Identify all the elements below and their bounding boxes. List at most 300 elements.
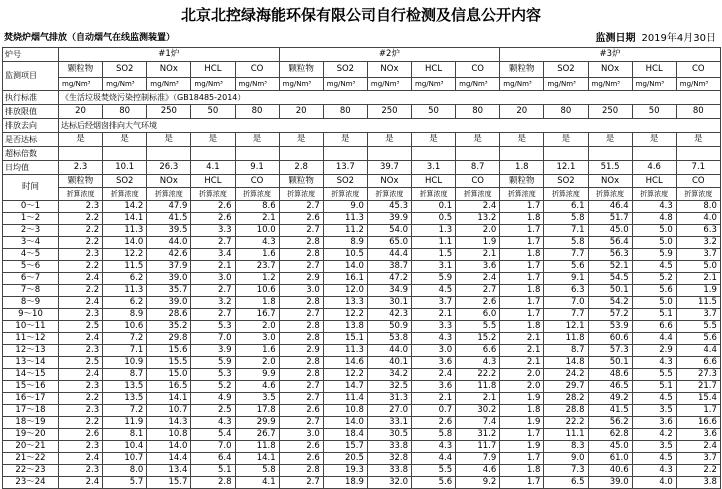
hour-time: 18～19 [3, 417, 59, 429]
hourly-value-hcl: 4.5 [632, 393, 676, 405]
hourly-value-nox: 53.9 [588, 321, 632, 333]
time-pollutant-nox: NOx [588, 175, 632, 188]
pollutant-header-hcl: HCL [412, 62, 456, 78]
hourly-value-so2: 6.1 [544, 201, 588, 213]
hourly-value-pm: 2.4 [59, 369, 103, 381]
unit-cell: mg/Nm³ [676, 78, 720, 91]
hourly-value-co: 30.2 [456, 405, 500, 417]
hourly-value-hcl: 5.6 [632, 285, 676, 297]
hourly-value-hcl: 5.9 [632, 249, 676, 261]
hourly-value-co: 23.7 [235, 261, 279, 273]
hourly-value-pm: 2.3 [59, 405, 103, 417]
hourly-value-co: 4.3 [456, 357, 500, 369]
hourly-value-so2: 7.3 [544, 465, 588, 477]
hourly-value-nox: 54.2 [588, 297, 632, 309]
hourly-value-nox: 39.0 [588, 477, 632, 489]
hourly-value-pm: 2.8 [279, 249, 323, 261]
hour-time: 9～10 [3, 309, 59, 321]
unit-cell: mg/Nm³ [588, 78, 632, 91]
hourly-value-so2: 8.1 [103, 429, 147, 441]
hourly-value-co: 11.7 [456, 441, 500, 453]
hourly-value-so2: 11.3 [323, 213, 367, 225]
compliance-value: 是 [588, 133, 632, 147]
hourly-value-co: 11.8 [235, 441, 279, 453]
limit-pm: 20 [279, 105, 323, 119]
hourly-value-co: 4.3 [235, 237, 279, 249]
hourly-value-so2: 29.7 [544, 381, 588, 393]
pollutant-header-pm: 颗粒物 [279, 62, 323, 78]
unit-cell: mg/Nm³ [456, 78, 500, 91]
hourly-value-so2: 11.4 [323, 393, 367, 405]
exceed-value [235, 147, 279, 161]
hourly-value-pm: 2.2 [59, 213, 103, 225]
hourly-value-so2: 14.6 [323, 357, 367, 369]
date-value: 2019年4月30日 [641, 33, 716, 44]
hourly-value-nox: 39.0 [147, 273, 191, 285]
hourly-value-hcl: 5.1 [632, 309, 676, 321]
hourly-value-so2: 14.0 [323, 417, 367, 429]
hourly-value-co: 3.6 [456, 261, 500, 273]
hourly-value-co: 4.6 [456, 465, 500, 477]
hourly-value-so2: 8.3 [544, 441, 588, 453]
hourly-value-so2: 5.8 [544, 237, 588, 249]
time-label: 时间 [3, 175, 59, 201]
hourly-value-so2: 9.0 [544, 453, 588, 465]
hourly-value-hcl: 3.6 [632, 417, 676, 429]
hourly-value-nox: 62.8 [588, 429, 632, 441]
daily-avg-co: 9.1 [235, 161, 279, 175]
hourly-value-pm: 2.3 [59, 441, 103, 453]
daily-avg-pm: 2.8 [279, 161, 323, 175]
hourly-value-nox: 51.7 [588, 213, 632, 225]
hourly-value-co: 1.9 [456, 237, 500, 249]
conversion-label: 折算浓度 [235, 188, 279, 201]
hourly-value-nox: 28.6 [147, 309, 191, 321]
exceed-value [147, 147, 191, 161]
hour-time: 5～6 [3, 261, 59, 273]
hourly-value-nox: 14.4 [147, 453, 191, 465]
hourly-value-nox: 46.4 [588, 201, 632, 213]
pollutant-header-nox: NOx [147, 62, 191, 78]
hourly-value-hcl: 2.1 [191, 261, 235, 273]
hourly-value-nox: 13.4 [147, 465, 191, 477]
hourly-value-hcl: 3.1 [412, 261, 456, 273]
hour-time: 7～8 [3, 285, 59, 297]
hourly-value-nox: 39.5 [147, 225, 191, 237]
hourly-value-hcl: 6.4 [191, 453, 235, 465]
hourly-value-co: 11.8 [456, 381, 500, 393]
hourly-value-so2: 7.1 [103, 345, 147, 357]
time-pollutant-hcl: HCL [191, 175, 235, 188]
hourly-value-nox: 50.1 [588, 285, 632, 297]
compliance-value: 是 [544, 133, 588, 147]
limit-nox: 250 [367, 105, 411, 119]
daily-avg-co: 7.1 [676, 161, 720, 175]
exceed-value [191, 147, 235, 161]
exceed-value [500, 147, 544, 161]
hourly-value-so2: 14.8 [544, 357, 588, 369]
limit-pm: 20 [500, 105, 544, 119]
hourly-value-pm: 2.3 [59, 345, 103, 357]
hourly-value-hcl: 3.2 [191, 297, 235, 309]
hourly-value-nox: 57.2 [588, 309, 632, 321]
daily-avg-hcl: 4.1 [191, 161, 235, 175]
hourly-value-hcl: 5.5 [632, 369, 676, 381]
daily-avg-co: 8.7 [456, 161, 500, 175]
hour-time: 10～11 [3, 321, 59, 333]
hour-time: 17～18 [3, 405, 59, 417]
hourly-value-hcl: 0.7 [412, 405, 456, 417]
hourly-value-so2: 6.3 [544, 285, 588, 297]
hourly-value-hcl: 4.9 [191, 393, 235, 405]
hourly-value-nox: 45.0 [588, 225, 632, 237]
hourly-value-co: 29.9 [235, 417, 279, 429]
hourly-value-pm: 1.8 [500, 213, 544, 225]
hourly-value-hcl: 4.3 [632, 201, 676, 213]
hourly-value-pm: 2.4 [59, 333, 103, 345]
monitoring-date [595, 29, 716, 44]
hourly-value-hcl: 3.6 [412, 357, 456, 369]
hourly-value-co: 4.1 [235, 477, 279, 489]
hourly-value-pm: 1.7 [500, 429, 544, 441]
hourly-value-co: 3.7 [676, 249, 720, 261]
hourly-value-hcl: 3.3 [412, 321, 456, 333]
unit-cell: mg/Nm³ [323, 78, 367, 91]
hourly-value-co: 3.7 [676, 309, 720, 321]
hourly-value-pm: 3.0 [279, 285, 323, 297]
hourly-value-nox: 15.5 [147, 357, 191, 369]
hourly-value-co: 2.4 [456, 273, 500, 285]
hourly-value-hcl: 3.6 [412, 381, 456, 393]
exceed-value [456, 147, 500, 161]
hourly-value-nox: 14.3 [147, 417, 191, 429]
hourly-value-co: 5.0 [676, 261, 720, 273]
hourly-value-so2: 28.2 [544, 393, 588, 405]
hourly-value-co: 4.6 [235, 381, 279, 393]
hourly-value-nox: 44.0 [367, 345, 411, 357]
hourly-value-nox: 35.7 [147, 285, 191, 297]
time-pollutant-nox: NOx [367, 175, 411, 188]
hourly-value-pm: 2.8 [279, 297, 323, 309]
hourly-value-co: 1.7 [676, 405, 720, 417]
hourly-value-hcl: 5.5 [412, 465, 456, 477]
hourly-value-pm: 2.8 [279, 357, 323, 369]
hourly-value-hcl: 5.9 [191, 357, 235, 369]
hour-time: 20～21 [3, 441, 59, 453]
hourly-value-so2: 20.5 [323, 453, 367, 465]
hourly-value-pm: 1.8 [500, 405, 544, 417]
hourly-value-hcl: 2.8 [191, 477, 235, 489]
compliance-label: 是否达标 [3, 133, 59, 147]
compliance-value: 是 [632, 133, 676, 147]
compliance-value: 是 [147, 133, 191, 147]
hourly-value-co: 2.6 [456, 297, 500, 309]
hourly-value-so2: 7.7 [544, 309, 588, 321]
hourly-value-co: 6.6 [456, 345, 500, 357]
hourly-value-hcl: 0.1 [412, 201, 456, 213]
direction-text: 达标后经烟囱排向大气环境 [59, 119, 721, 133]
hourly-value-nox: 32.0 [367, 477, 411, 489]
hourly-value-so2: 10.5 [323, 249, 367, 261]
hourly-value-co: 21.7 [676, 381, 720, 393]
hourly-value-co: 14.1 [235, 453, 279, 465]
hourly-value-pm: 2.0 [500, 381, 544, 393]
date-label: 监测日期 [595, 33, 636, 44]
hourly-value-so2: 6.5 [544, 477, 588, 489]
conversion-label: 折算浓度 [147, 188, 191, 201]
conversion-label: 折算浓度 [676, 188, 720, 201]
hourly-value-hcl: 4.5 [632, 261, 676, 273]
hour-time: 1～2 [3, 213, 59, 225]
hourly-value-so2: 13.5 [103, 393, 147, 405]
pollutant-header-so2: SO2 [544, 62, 588, 78]
hourly-value-nox: 48.6 [588, 369, 632, 381]
hourly-value-hcl: 0.5 [412, 213, 456, 225]
conversion-label: 折算浓度 [456, 188, 500, 201]
hourly-value-so2: 12.0 [323, 285, 367, 297]
hourly-value-co: 16.6 [676, 417, 720, 429]
hourly-value-pm: 2.2 [59, 237, 103, 249]
hourly-value-nox: 14.1 [147, 393, 191, 405]
time-pollutant-co: CO [676, 175, 720, 188]
hour-time: 11～12 [3, 333, 59, 345]
unit-cell: mg/Nm³ [367, 78, 411, 91]
pollutant-header-nox: NOx [367, 62, 411, 78]
furnace-header: #3炉 [500, 48, 721, 62]
hourly-value-so2: 9.1 [544, 273, 588, 285]
hourly-value-pm: 2.2 [59, 285, 103, 297]
hourly-value-pm: 2.2 [59, 261, 103, 273]
hourly-value-co: 2.0 [456, 225, 500, 237]
hourly-value-pm: 2.5 [59, 357, 103, 369]
hourly-value-co: 27.3 [676, 369, 720, 381]
hour-time: 2～3 [3, 225, 59, 237]
exceed-value [103, 147, 147, 161]
hourly-value-co: 2.0 [235, 357, 279, 369]
hourly-value-so2: 13.5 [103, 381, 147, 393]
hourly-value-nox: 30.1 [367, 297, 411, 309]
hourly-value-pm: 1.8 [500, 321, 544, 333]
hourly-value-pm: 2.8 [279, 465, 323, 477]
hourly-value-pm: 2.6 [279, 405, 323, 417]
hourly-value-nox: 56.4 [588, 237, 632, 249]
daily-avg-pm: 1.8 [500, 161, 544, 175]
hourly-value-so2: 14.7 [323, 381, 367, 393]
hourly-value-pm: 1.9 [500, 393, 544, 405]
hourly-value-pm: 2.6 [279, 441, 323, 453]
hourly-value-nox: 61.0 [588, 453, 632, 465]
hourly-value-hcl: 3.0 [412, 345, 456, 357]
hourly-value-co: 26.7 [235, 429, 279, 441]
conversion-label: 折算浓度 [279, 188, 323, 201]
hourly-value-nox: 33.8 [367, 441, 411, 453]
daily-avg-nox: 51.5 [588, 161, 632, 175]
hourly-value-pm: 2.6 [279, 213, 323, 225]
hourly-value-pm: 2.3 [59, 201, 103, 213]
hourly-value-co: 4.0 [676, 213, 720, 225]
hourly-value-co: 4.4 [676, 345, 720, 357]
hourly-value-nox: 44.0 [147, 237, 191, 249]
hourly-value-co: 10.0 [235, 225, 279, 237]
hourly-value-so2: 5.6 [544, 261, 588, 273]
hourly-value-co: 1.2 [235, 273, 279, 285]
hourly-value-co: 16.7 [235, 309, 279, 321]
hourly-value-so2: 8.9 [323, 237, 367, 249]
hourly-value-nox: 56.3 [588, 249, 632, 261]
hourly-value-nox: 32.8 [367, 453, 411, 465]
hourly-value-so2: 14.1 [103, 213, 147, 225]
hourly-value-so2: 11.1 [544, 429, 588, 441]
limit-co: 80 [235, 105, 279, 119]
hourly-value-so2: 10.4 [103, 441, 147, 453]
hourly-value-co: 6.0 [456, 309, 500, 321]
hourly-value-co: 5.5 [676, 321, 720, 333]
hourly-value-hcl: 4.8 [632, 213, 676, 225]
limit-hcl: 50 [191, 105, 235, 119]
hourly-value-co: 3.5 [235, 393, 279, 405]
hourly-value-co: 5.6 [676, 333, 720, 345]
hourly-value-pm: 2.2 [59, 225, 103, 237]
hourly-value-so2: 9.0 [323, 201, 367, 213]
hourly-value-so2: 12.2 [323, 369, 367, 381]
hourly-value-hcl: 2.4 [412, 369, 456, 381]
hourly-value-so2: 11.9 [103, 417, 147, 429]
hourly-value-nox: 49.2 [588, 393, 632, 405]
hourly-value-so2: 12.2 [103, 249, 147, 261]
exceed-value [588, 147, 632, 161]
hourly-value-nox: 16.5 [147, 381, 191, 393]
hourly-value-hcl: 6.6 [632, 321, 676, 333]
hourly-value-hcl: 4.2 [632, 429, 676, 441]
hourly-value-nox: 29.8 [147, 333, 191, 345]
hourly-value-so2: 28.8 [544, 405, 588, 417]
hourly-value-pm: 2.8 [279, 333, 323, 345]
hourly-value-hcl: 2.6 [412, 417, 456, 429]
hourly-value-pm: 2.6 [279, 453, 323, 465]
hourly-value-hcl: 5.1 [191, 465, 235, 477]
hourly-value-pm: 2.3 [59, 381, 103, 393]
hourly-value-co: 15.4 [676, 393, 720, 405]
hourly-value-so2: 11.3 [103, 285, 147, 297]
hourly-value-co: 2.1 [456, 393, 500, 405]
hourly-value-co: 3.2 [676, 237, 720, 249]
hourly-value-nox: 14.0 [147, 441, 191, 453]
pollutant-header-co: CO [676, 62, 720, 78]
hourly-value-so2: 11.5 [103, 261, 147, 273]
daily-avg-label: 日均值 [3, 161, 59, 175]
hourly-value-co: 22.2 [456, 369, 500, 381]
furnace-header: #1炉 [59, 48, 280, 62]
daily-avg-nox: 39.7 [367, 161, 411, 175]
hourly-value-co: 3.6 [676, 429, 720, 441]
hourly-value-nox: 33.1 [367, 417, 411, 429]
hourly-value-co: 9.9 [235, 369, 279, 381]
hourly-value-co: 5.8 [235, 465, 279, 477]
hourly-value-hcl: 4.3 [412, 441, 456, 453]
limit-nox: 250 [147, 105, 191, 119]
exceed-label: 超标倍数 [3, 147, 59, 161]
hourly-value-pm: 2.7 [279, 225, 323, 237]
hourly-value-nox: 56.2 [588, 417, 632, 429]
hourly-value-so2: 15.1 [323, 333, 367, 345]
hourly-value-hcl: 2.1 [412, 393, 456, 405]
hourly-value-pm: 1.7 [500, 297, 544, 309]
hourly-value-hcl: 3.5 [632, 441, 676, 453]
hourly-value-pm: 2.9 [279, 273, 323, 285]
hourly-value-pm: 2.7 [279, 417, 323, 429]
conversion-label: 折算浓度 [588, 188, 632, 201]
hourly-value-pm: 1.7 [500, 309, 544, 321]
time-pollutant-pm: 颗粒物 [59, 175, 103, 188]
hourly-value-pm: 2.6 [59, 429, 103, 441]
hourly-value-so2: 12.1 [544, 321, 588, 333]
hourly-value-nox: 30.5 [367, 429, 411, 441]
hourly-value-so2: 11.3 [103, 225, 147, 237]
hourly-value-hcl: 5.3 [191, 321, 235, 333]
hourly-value-pm: 2.0 [500, 369, 544, 381]
exceed-value [412, 147, 456, 161]
hourly-value-pm: 2.3 [59, 309, 103, 321]
time-pollutant-hcl: HCL [632, 175, 676, 188]
pollutant-header-nox: NOx [588, 62, 632, 78]
limit-co: 80 [456, 105, 500, 119]
conversion-label: 折算浓度 [412, 188, 456, 201]
time-pollutant-hcl: HCL [412, 175, 456, 188]
hour-time: 8～9 [3, 297, 59, 309]
hourly-value-pm: 1.7 [500, 237, 544, 249]
hourly-value-co: 2.7 [456, 285, 500, 297]
hourly-value-hcl: 3.0 [191, 273, 235, 285]
hourly-value-pm: 2.4 [59, 453, 103, 465]
hourly-value-nox: 53.8 [367, 333, 411, 345]
hourly-value-so2: 18.4 [323, 429, 367, 441]
hourly-value-hcl: 1.1 [412, 237, 456, 249]
hourly-value-nox: 38.7 [367, 261, 411, 273]
hourly-value-hcl: 5.1 [632, 381, 676, 393]
hourly-value-nox: 45.3 [367, 201, 411, 213]
unit-cell: mg/Nm³ [500, 78, 544, 91]
hourly-value-so2: 7.1 [544, 225, 588, 237]
hourly-value-so2: 24.2 [544, 369, 588, 381]
hourly-value-pm: 2.5 [59, 321, 103, 333]
hourly-value-nox: 42.6 [147, 249, 191, 261]
conversion-label: 折算浓度 [59, 188, 103, 201]
conversion-label: 折算浓度 [191, 188, 235, 201]
hour-time: 23～24 [3, 477, 59, 489]
daily-avg-so2: 13.7 [323, 161, 367, 175]
hourly-value-nox: 54.0 [367, 225, 411, 237]
hourly-value-hcl: 2.7 [191, 309, 235, 321]
exceed-value [544, 147, 588, 161]
hourly-value-hcl: 1.5 [412, 249, 456, 261]
hour-time: 0～1 [3, 201, 59, 213]
exceed-value [676, 147, 720, 161]
hourly-value-co: 1.9 [676, 285, 720, 297]
hourly-value-so2: 16.1 [323, 273, 367, 285]
compliance-value: 是 [235, 133, 279, 147]
hourly-value-hcl: 1.3 [412, 225, 456, 237]
hourly-value-co: 8.6 [235, 201, 279, 213]
hourly-value-nox: 47.2 [367, 273, 411, 285]
hourly-value-so2: 11.2 [323, 225, 367, 237]
hourly-value-nox: 46.5 [588, 381, 632, 393]
hourly-value-pm: 3.0 [279, 429, 323, 441]
hourly-value-co: 2.0 [235, 321, 279, 333]
items-label: 监测项目 [3, 62, 59, 91]
hourly-value-co: 6.3 [676, 225, 720, 237]
hourly-value-so2: 7.2 [103, 405, 147, 417]
hourly-value-pm: 2.7 [279, 381, 323, 393]
